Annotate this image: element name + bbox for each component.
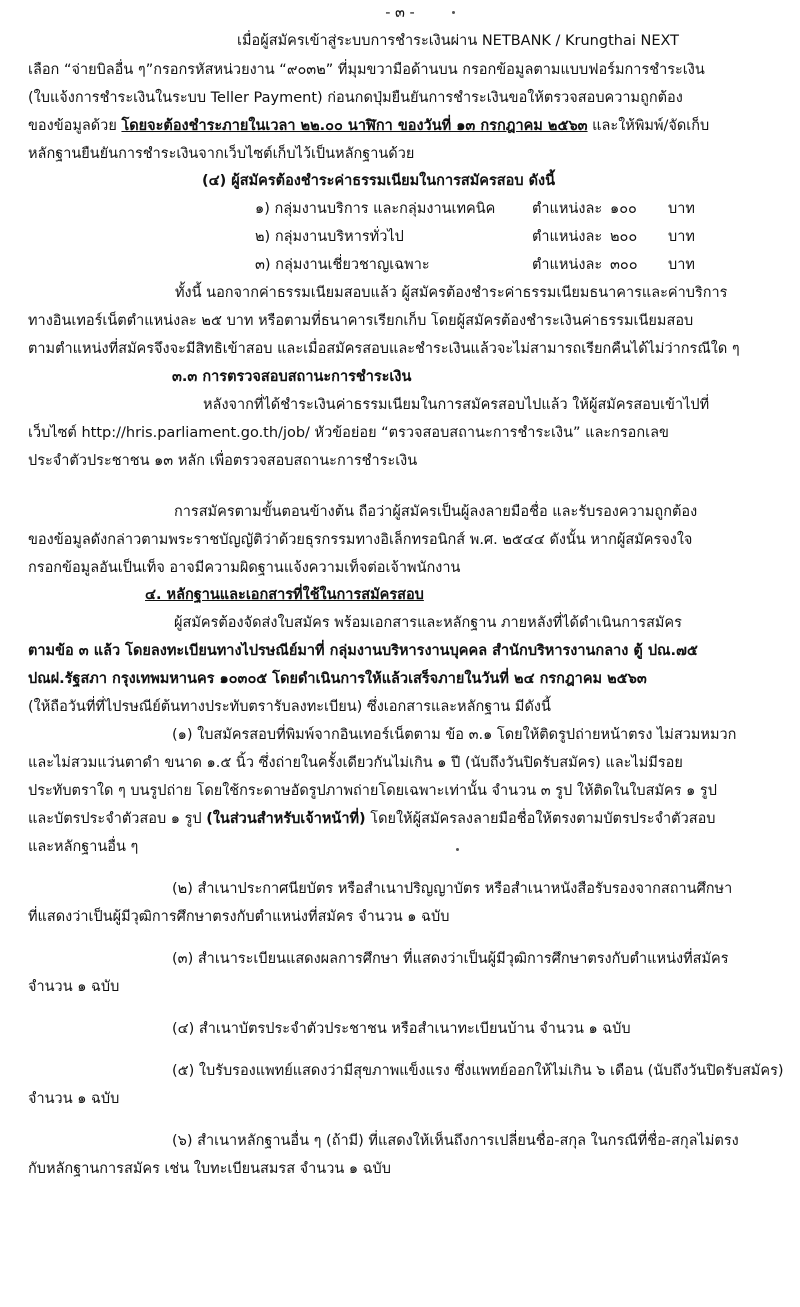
paragraph-line: ตามข้อ ๓ แล้ว โดยลงทะเบียนทางไปรษณีย์มาที่ กลุ่มงานบริหารงานบุคคล สำนักบริหารงานกลาง ตู้ ปณ.๗๕ (28, 643, 698, 659)
list-item-line: จำนวน ๑ ฉบับ (28, 1091, 120, 1107)
list-item-line: ที่แสดงว่าเป็นผู้มีวุฒิการศึกษาตรงกับตำแหน่งที่สมัคร จำนวน ๑ ฉบับ (28, 909, 450, 925)
text-normal: ของข้อมูลด้วย (28, 118, 122, 134)
fee-currency: บาท (668, 229, 695, 245)
list-item-line: (๔) สำเนาบัตรประจำตัวประชาชน หรือสำเนาทะเบียนบ้าน จำนวน ๑ ฉบับ (172, 1021, 631, 1037)
paragraph-line: ปณฝ.รัฐสภา กรุงเทพมหานคร ๑๐๓๐๕ โดยดำเนินการให้แล้วเสร็จภายในวันที่ ๒๔ กรกฎาคม ๒๕๖๓ (28, 671, 647, 687)
list-item-line: (๒) สำเนาประกาศนียบัตร หรือสำเนาปริญญาบัตร หรือสำเนาหนังสือรับรองจากสถานศึกษา (172, 881, 733, 897)
fee-row (0, 199, 800, 219)
fee-row (0, 255, 800, 275)
list-item-line: จำนวน ๑ ฉบับ (28, 979, 120, 995)
fee-group-name: ๑) กลุ่มงานบริการ และกลุ่มงานเทคนิค (255, 201, 496, 217)
list-item-line: (๑) ใบสมัครสอบที่พิมพ์จากอินเทอร์เน็ตตาม ข้อ ๓.๑ โดยให้ติดรูปถ่ายหน้าตรง ไม่สวมหมวก (172, 727, 737, 743)
fee-heading: (๔) ผู้สมัครต้องชำระค่าธรรมเนียมในการสมัครสอบ ดังนี้ (202, 173, 555, 189)
text-normal: และให้พิมพ์/จัดเก็บ (587, 118, 710, 134)
paragraph-line: (ใบแจ้งการชำระเงินในระบบ Teller Payment) ก่อนกดปุ่มยืนยันการชำระเงินขอให้ตรวจสอบความถูกต้อง (28, 90, 683, 106)
paragraph-line: เลือก “จ่ายบิลอื่น ๆ”กรอกรหัสหน่วยงาน “๙๐๓๒” ที่มุมขวามือด้านบน กรอกข้อมูลตามแบบฟอร์มการชำระเงิน (28, 62, 705, 78)
list-item-line: และไม่สวมแว่นตาดำ ขนาด ๑.๕ นิ้ว ซึ่งถ่ายในครั้งเดียวกันไม่เกิน ๑ ปี (นับถึงวันปิดรับสมัคร) และไม่มีรอย (28, 755, 683, 771)
list-item-line (28, 809, 798, 829)
page-number: - ๓ - (385, 5, 415, 21)
paragraph-line: เว็บไซต์ http://hris.parliament.go.th/job/ หัวข้อย่อย “ตรวจสอบสถานะการชำระเงิน” และกรอกเลข (28, 425, 669, 441)
paragraph-line: ของข้อมูลดังกล่าวตามพระราชบัญญัติว่าด้วยธุรกรรมทางอิเล็กทรอนิกส์ พ.ศ. ๒๕๔๔ ดังนั้น หากผู้สมัครจงใจ (28, 532, 693, 548)
staff-section-text: (ในส่วนสำหรับเจ้าหน้าที่) (206, 811, 366, 827)
paragraph-line: (ให้ถือวันที่ที่ไปรษณีย์ต้นทางประทับตรารับลงทะเบียน) ซึ่งเอกสารและหลักฐาน มีดังนี้ (28, 699, 551, 715)
paragraph-line: ตามตำแหน่งที่สมัครจึงจะมีสิทธิเข้าสอบ และเมื่อสมัครสอบและชำระเงินแล้วจะไม่สามารถเรียกคืนได้ไม่ว่ากรณีใด ๆ (28, 341, 740, 357)
fee-unit: ตำแหน่งละ (532, 229, 603, 245)
text-normal: โดยให้ผู้สมัครลงลายมือชื่อให้ตรงตามบัตรประจำตัวสอบ (365, 811, 716, 827)
list-item-line: (๕) ใบรับรองแพทย์แสดงว่ามีสุขภาพแข็งแรง ซึ่งแพทย์ออกให้ไม่เกิน ๖ เดือน (นับถึงวันปิดรับสมัคร) (172, 1063, 784, 1079)
paragraph-line: เมื่อผู้สมัครเข้าสู่ระบบการชำระเงินผ่าน NETBANK / Krungthai NEXT (237, 33, 680, 49)
list-item-line: และหลักฐานอื่น ๆ (28, 839, 139, 855)
list-item-line: กับหลักฐานการสมัคร เช่น ใบทะเบียนสมรส จำนวน ๑ ฉบับ (28, 1161, 391, 1177)
paragraph-line: ผู้สมัครต้องจัดส่งใบสมัคร พร้อมเอกสารและหลักฐาน ภายหลังที่ได้ดำเนินการสมัคร (174, 615, 682, 631)
paragraph-line: กรอกข้อมูลอันเป็นเท็จ อาจมีความผิดฐานแจ้งความเท็จต่อเจ้าพนักงาน (28, 560, 461, 576)
list-item-line: (๖) สำเนาหลักฐานอื่น ๆ (ถ้ามี) ที่แสดงให้เห็นถึงการเปลี่ยนชื่อ-สกุล ในกรณีที่ชื่อ-สกุลไม่ตรง (172, 1133, 739, 1149)
deadline-text: โดยจะต้องชำระภายในเวลา ๒๒.๐๐ นาฬิกา ของวันที่ ๑๓ กรกฎาคม ๒๕๖๓ (121, 118, 588, 134)
list-item-line: ประทับตราใด ๆ บนรูปถ่าย โดยใช้กระดาษอัดรูปภาพถ่ายโดยเฉพาะเท่านั้น จำนวน ๓ รูป ให้ติดในใบสมัคร ๑ รูป (28, 783, 717, 799)
list-item-line: (๓) สำเนาระเบียนแสดงผลการศึกษา ที่แสดงว่าเป็นผู้มีวุฒิการศึกษาตรงกับตำแหน่งที่สมัคร (172, 951, 729, 967)
paragraph-line (28, 116, 798, 136)
paragraph-line: หลังจากที่ได้ชำระเงินค่าธรรมเนียมในการสมัครสอบไปแล้ว ให้ผู้สมัครสอบเข้าไปที่ (203, 397, 710, 413)
fee-amount: ๑๐๐ (610, 201, 637, 217)
fee-unit: ตำแหน่งละ (532, 257, 603, 273)
scan-mark (456, 848, 459, 851)
fee-amount: ๒๐๐ (610, 229, 638, 245)
fee-currency: บาท (668, 201, 695, 217)
paragraph-line: ทางอินเทอร์เน็ตตำแหน่งละ ๒๕ บาท หรือตามที่ธนาคารเรียกเก็บ โดยผู้สมัครต้องชำระเงินค่าธรรมเนียมสอบ (28, 313, 694, 329)
fee-row (0, 227, 800, 247)
text-normal: และบัตรประจำตัวสอบ ๑ รูป (28, 811, 207, 827)
scan-mark (452, 11, 455, 14)
fee-amount: ๓๐๐ (610, 257, 638, 273)
fee-group-name: ๓) กลุ่มงานเชี่ยวชาญเฉพาะ (255, 257, 430, 273)
fee-group-name: ๒) กลุ่มงานบริหารทั่วไป (255, 229, 404, 245)
section-heading: ๔. หลักฐานและเอกสารที่ใช้ในการสมัครสอบ (145, 587, 424, 603)
paragraph-line: การสมัครตามขั้นตอนข้างต้น ถือว่าผู้สมัครเป็นผู้ลงลายมือชื่อ และรับรองความถูกต้อง (174, 504, 698, 520)
fee-unit: ตำแหน่งละ (532, 201, 603, 217)
paragraph-line: ประจำตัวประชาชน ๑๓ หลัก เพื่อตรวจสอบสถานะการชำระเงิน (28, 453, 418, 469)
paragraph-line: หลักฐานยืนยันการชำระเงินจากเว็บไซต์เก็บไว้เป็นหลักฐานด้วย (28, 146, 415, 162)
section-heading: ๓.๓ การตรวจสอบสถานะการชำระเงิน (172, 369, 412, 385)
fee-currency: บาท (668, 257, 695, 273)
paragraph-line: ทั้งนี้ นอกจากค่าธรรมเนียมสอบแล้ว ผู้สมัครต้องชำระค่าธรรมเนียมธนาคารและค่าบริการ (175, 285, 728, 301)
